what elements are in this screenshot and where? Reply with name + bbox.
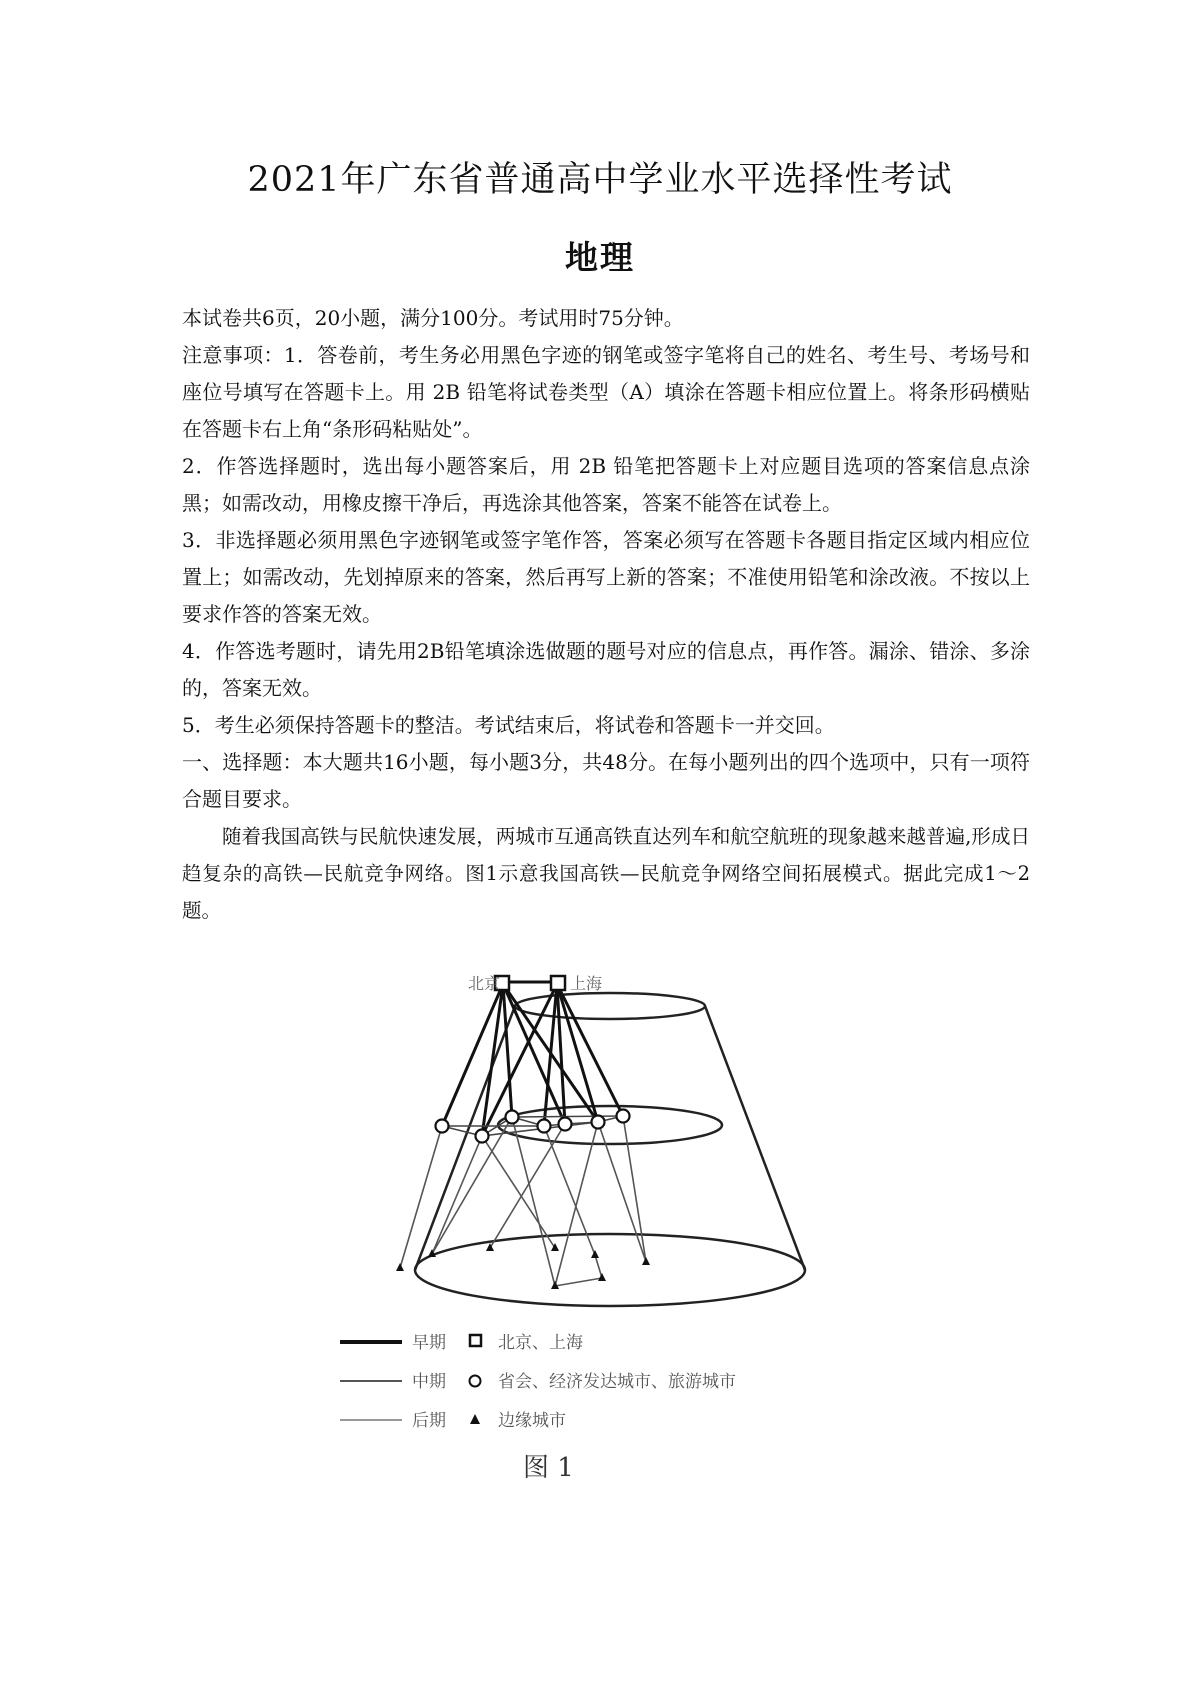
square-icon (470, 1335, 481, 1346)
note-3: 3．非选择题必须用黑色字迹钢笔或签字笔作答，答案必须写在答题卡各题目指定区域内相应位置上；如需改动，先划掉原来的答案，然后再写上新的答案；不准使用铅笔和涂改液。不按以上要求作答的答案无效。 (182, 528, 1030, 626)
exam-intro: 本试卷共6页，20小题，满分100分。考试用时75分钟。 (182, 306, 684, 330)
network-diagram (340, 960, 880, 1510)
shanghai-node (551, 976, 565, 990)
legend-late-desc: 边缘城市 (498, 1411, 566, 1431)
top-ring (515, 993, 705, 1019)
diagram-content (340, 974, 805, 1483)
beijing-label: 北京 (468, 974, 501, 993)
figure-caption: 图 1 (523, 1453, 574, 1483)
note-4: 4．作答选考题时，请先用2B铅笔填涂选做题的题号对应的信息点，再作答。漏涂、错涂、多涂的，答案无效。 (182, 639, 1030, 700)
note-5: 5．考生必须保持答题卡的整洁。考试结束后，将试卷和答题卡一并交回。 (182, 713, 835, 737)
figure-1 (340, 960, 880, 1510)
section-heading: 一、选择题：本大题共16小题，每小题3分，共48分。在每小题列出的四个选项中，只有一项符合题目要求。 (182, 750, 1030, 811)
cone-right-edge (705, 1006, 805, 1270)
bottom-ring (415, 1234, 805, 1306)
legend-late-label: 后期 (412, 1411, 446, 1431)
legend-early-label: 早期 (412, 1333, 446, 1353)
early-links (442, 984, 623, 1136)
late-links (400, 1116, 646, 1286)
circle-icon (470, 1376, 481, 1387)
triangle-icon (470, 1414, 480, 1424)
legend (340, 1333, 736, 1431)
legend-early-desc: 北京、上海 (498, 1333, 583, 1353)
note-2: 2．作答选择题时，选出每小题答案后，用 2B 铅笔把答题卡上对应题目选项的答案信息点涂黑；如需改动，用橡皮擦干净后，再选涂其他答案，答案不能答在试卷上。 (182, 454, 1030, 515)
subject-title: 地理 (565, 238, 635, 277)
middle-ring (498, 1106, 722, 1144)
note-1: 注意事项：1．答卷前，考生务必用黑色字迹的钢笔或签字笔将自己的姓名、考生号、考场号和座位号填写在答题卡上。用 2B 铅笔将试卷类型（A）填涂在答题卡相应位置上。将条形码横贴在答题卡右上角“条形码粘贴处”。 (182, 343, 1030, 441)
legend-middle-label: 中期 (412, 1372, 446, 1392)
legend-middle-desc: 省会、经济发达城市、旅游城市 (498, 1372, 736, 1392)
exam-title: 2021年广东省普通高中学业水平选择性考试 (247, 160, 953, 200)
question-context: 随着我国高铁与民航快速发展，两城市互通高铁直达列车和航空航班的现象越来越普遍,形成日趋复杂的高铁—民航竞争网络。图1示意我国高铁—民航竞争网络空间拓展模式。据此完成1～2题。 (182, 825, 1030, 922)
shanghai-label: 上海 (570, 974, 603, 993)
